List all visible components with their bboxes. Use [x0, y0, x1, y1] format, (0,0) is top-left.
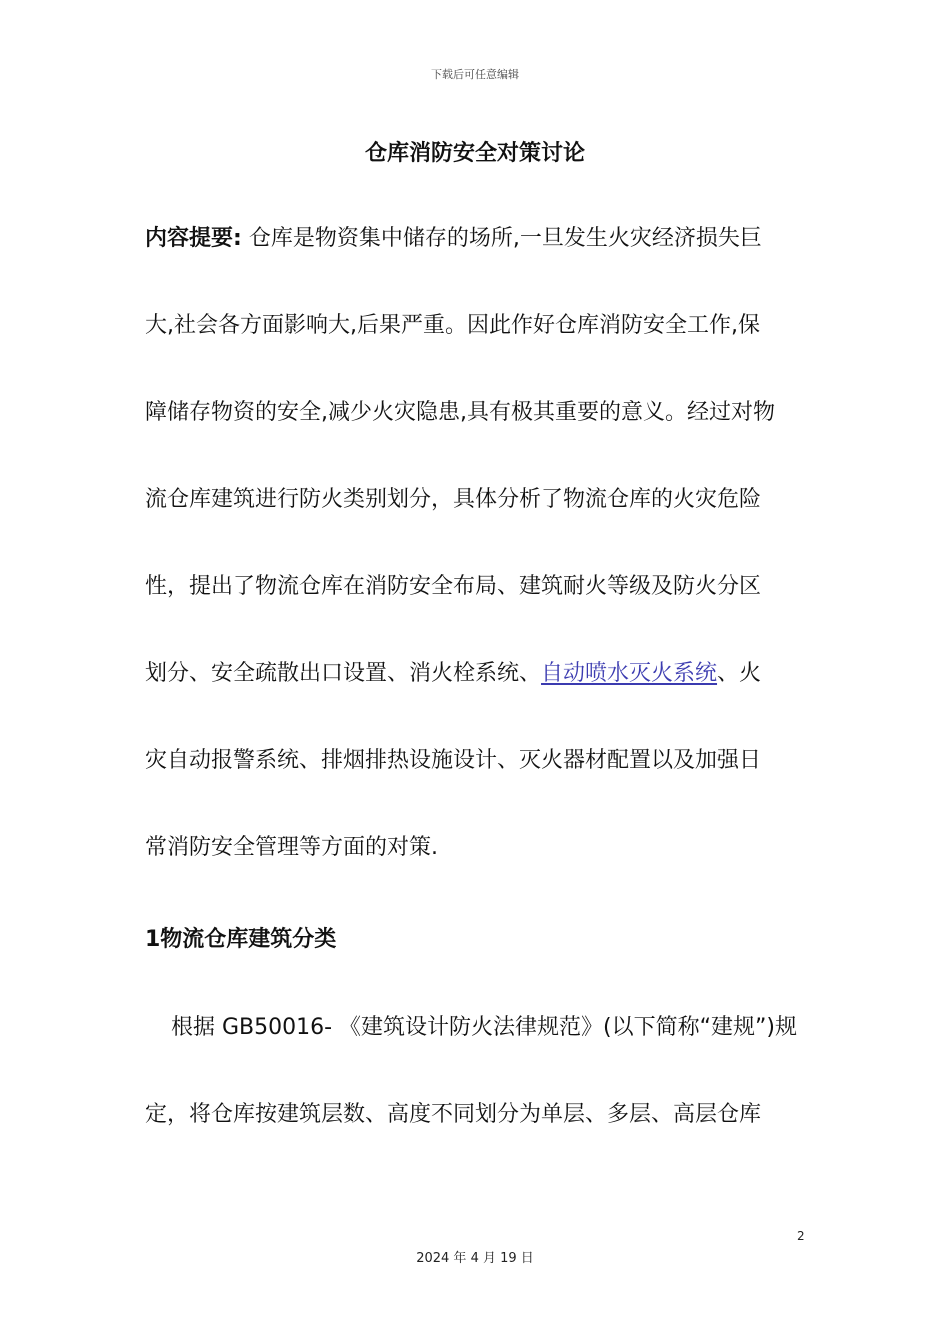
header-note: 下载后可任意编辑 — [431, 68, 519, 81]
summary-line-1 — [145, 224, 825, 254]
summary-line-3: 障储存物资的安全,减少火灾隐患,具有极其重要的意义。经过对物 — [145, 400, 775, 425]
section-line-2: 定，将仓库按建筑层数、高度不同划分为单层、多层、高层仓库 — [145, 1102, 762, 1127]
footer-date: 2024 年 4 月 19 日 — [416, 1251, 534, 1266]
document-title: 仓库消防安全对策讨论 — [364, 141, 585, 166]
summary-line-8: 常消防安全管理等方面的对策. — [145, 835, 438, 860]
summary-text: 仓库是物资集中储存的场所,一旦发生火灾经济损失巨 — [241, 226, 762, 251]
page-number: 2 — [797, 1229, 805, 1243]
section-heading: 1物流仓库建筑分类 — [145, 927, 337, 952]
summary-line-5: 性，提出了物流仓库在消防安全布局、建筑耐火等级及防火分区 — [145, 574, 762, 599]
summary-line-4: 流仓库建筑进行防火类别划分，具体分析了物流仓库的火灾危险 — [145, 487, 762, 512]
summary-line-6 — [145, 659, 825, 689]
summary-label: 内容提要 — [145, 226, 234, 251]
summary-line-6-start: 划分、安全疏散出口设置、消火栓系统、 — [145, 661, 542, 686]
summary-colon: : — [233, 226, 242, 251]
sprinkler-system-link[interactable]: 自动喷水灭火系统 — [541, 661, 718, 686]
summary-line-6-end: 、火 — [717, 661, 762, 686]
summary-line-2: 大,社会各方面影响大,后果严重。因此作好仓库消防安全工作,保 — [145, 313, 760, 338]
section-line-1: 根据 GB50016- 《建筑设计防火法律规范》(以下简称“建规”)规 — [171, 1015, 798, 1040]
summary-line-7: 灾自动报警系统、排烟排热设施设计、灭火器材配置以及加强日 — [145, 748, 762, 773]
